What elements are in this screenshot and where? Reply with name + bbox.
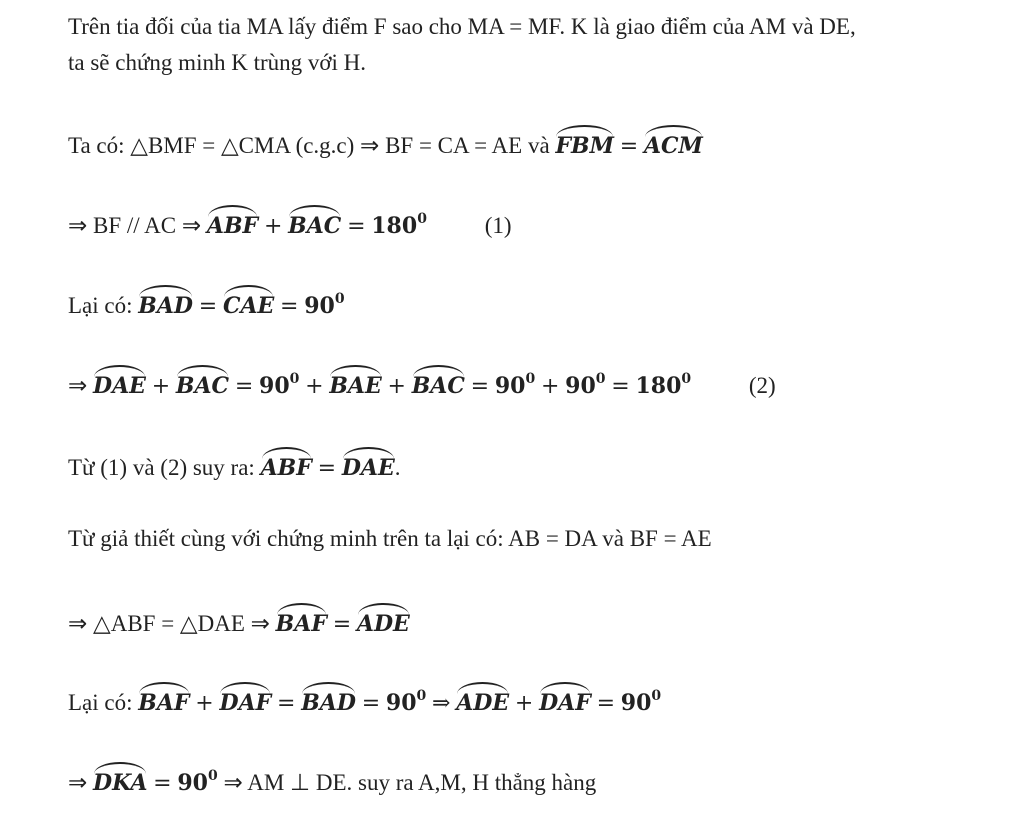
operator: = (277, 691, 296, 716)
text: Từ giả thiết cùng với chứng minh trên ta lại có: AB = DA và BF = AE (68, 526, 712, 551)
angle-BAC: BAC (176, 365, 229, 401)
equation-tag: (2) (748, 373, 776, 398)
number: 90 (259, 373, 290, 399)
degree-superscript: 0 (525, 371, 536, 387)
operator: = (317, 456, 337, 481)
text: Lại có: (68, 293, 139, 318)
angle-DAF: DAF (539, 682, 591, 718)
text: ⇒ AM ⊥ DE. suy ra A,M, H thẳng hàng (217, 770, 597, 795)
operator: + (514, 691, 534, 716)
degree-superscript: 0 (207, 768, 218, 784)
text: ⇒ (68, 770, 94, 795)
equation-line-6 (68, 365, 776, 402)
angle-FBM: FBM (555, 125, 614, 161)
operator: = (280, 294, 299, 319)
number: 90 (385, 690, 417, 716)
number: 180 (371, 213, 418, 239)
operator: = (347, 214, 366, 239)
text: ⇒ BF // AC ⇒ (68, 213, 207, 238)
number: 90 (494, 373, 526, 399)
degree-superscript: 0 (417, 211, 427, 227)
number: 90 (565, 373, 596, 399)
implies-arrow: ⇒ (432, 691, 451, 716)
angle-BAE: BAE (329, 365, 381, 401)
degree-superscript: 0 (334, 291, 345, 307)
angle-DAE: DAE (342, 447, 395, 483)
angle-BAF: BAF (276, 603, 327, 639)
paragraph-line-2 (68, 48, 366, 78)
operator: = (596, 691, 616, 716)
angle-ACM: ACM (644, 125, 703, 161)
operator: = (361, 691, 381, 716)
angle-ADE: ADE (357, 603, 410, 639)
angle-CAE: CAE (223, 285, 274, 321)
angle-ABF: ABF (207, 205, 258, 241)
operator: + (263, 214, 283, 239)
angle-BAF: BAF (138, 682, 189, 718)
angle-DKA: DKA (93, 762, 147, 798)
operator: + (151, 374, 171, 399)
operator: = (619, 134, 639, 159)
operator: + (195, 691, 214, 716)
number: 90 (620, 690, 652, 716)
angle-BAD: BAD (138, 285, 193, 321)
operator: = (198, 294, 218, 319)
equation-line-5 (68, 285, 345, 322)
equation-line-4 (68, 205, 512, 242)
operator: = (470, 374, 490, 399)
angle-DAF: DAF (219, 682, 271, 718)
equation-line-9 (68, 603, 410, 640)
degree-superscript: 0 (416, 688, 427, 704)
angle-BAC: BAC (412, 365, 465, 401)
degree-superscript: 0 (681, 371, 692, 387)
angle-ABF: ABF (261, 447, 312, 483)
text: . (394, 455, 401, 480)
operator: = (234, 374, 254, 399)
number: 90 (177, 770, 208, 796)
degree-superscript: 0 (595, 371, 606, 387)
number: 180 (635, 373, 682, 399)
operator: = (332, 612, 352, 637)
equation-line-7 (68, 447, 400, 484)
equation-tag: (1) (484, 213, 512, 238)
equation-line-3 (68, 125, 703, 162)
angle-ADE: ADE (456, 682, 509, 718)
number: 90 (304, 293, 335, 319)
equation-line-10 (68, 682, 661, 719)
text: Ta có: △BMF = △CMA (c.g.c) ⇒ BF = CA = AE và (68, 133, 556, 158)
degree-superscript: 0 (289, 371, 300, 387)
text: Trên tia đối của tia MA lấy điểm F sao cho MA = MF. K là giao điểm của AM và DE, (68, 14, 856, 39)
angle-DAE: DAE (93, 365, 146, 401)
operator: + (540, 374, 560, 399)
paragraph-line-1 (68, 12, 856, 42)
equation-line-11 (68, 762, 596, 799)
text: ta sẽ chứng minh K trùng với H. (68, 50, 367, 75)
text: Từ (1) và (2) suy ra: (68, 455, 261, 480)
angle-BAD: BAD (301, 682, 356, 718)
operator: = (611, 374, 630, 399)
angle-BAC: BAC (288, 205, 341, 241)
text: Lại có: (68, 690, 139, 715)
text: ⇒ △ABF = △DAE ⇒ (68, 611, 276, 636)
paragraph-line-8 (68, 524, 712, 554)
operator: = (153, 771, 172, 796)
text: ⇒ (68, 373, 94, 398)
operator: + (305, 374, 324, 399)
degree-superscript: 0 (651, 688, 662, 704)
operator: + (387, 374, 406, 399)
